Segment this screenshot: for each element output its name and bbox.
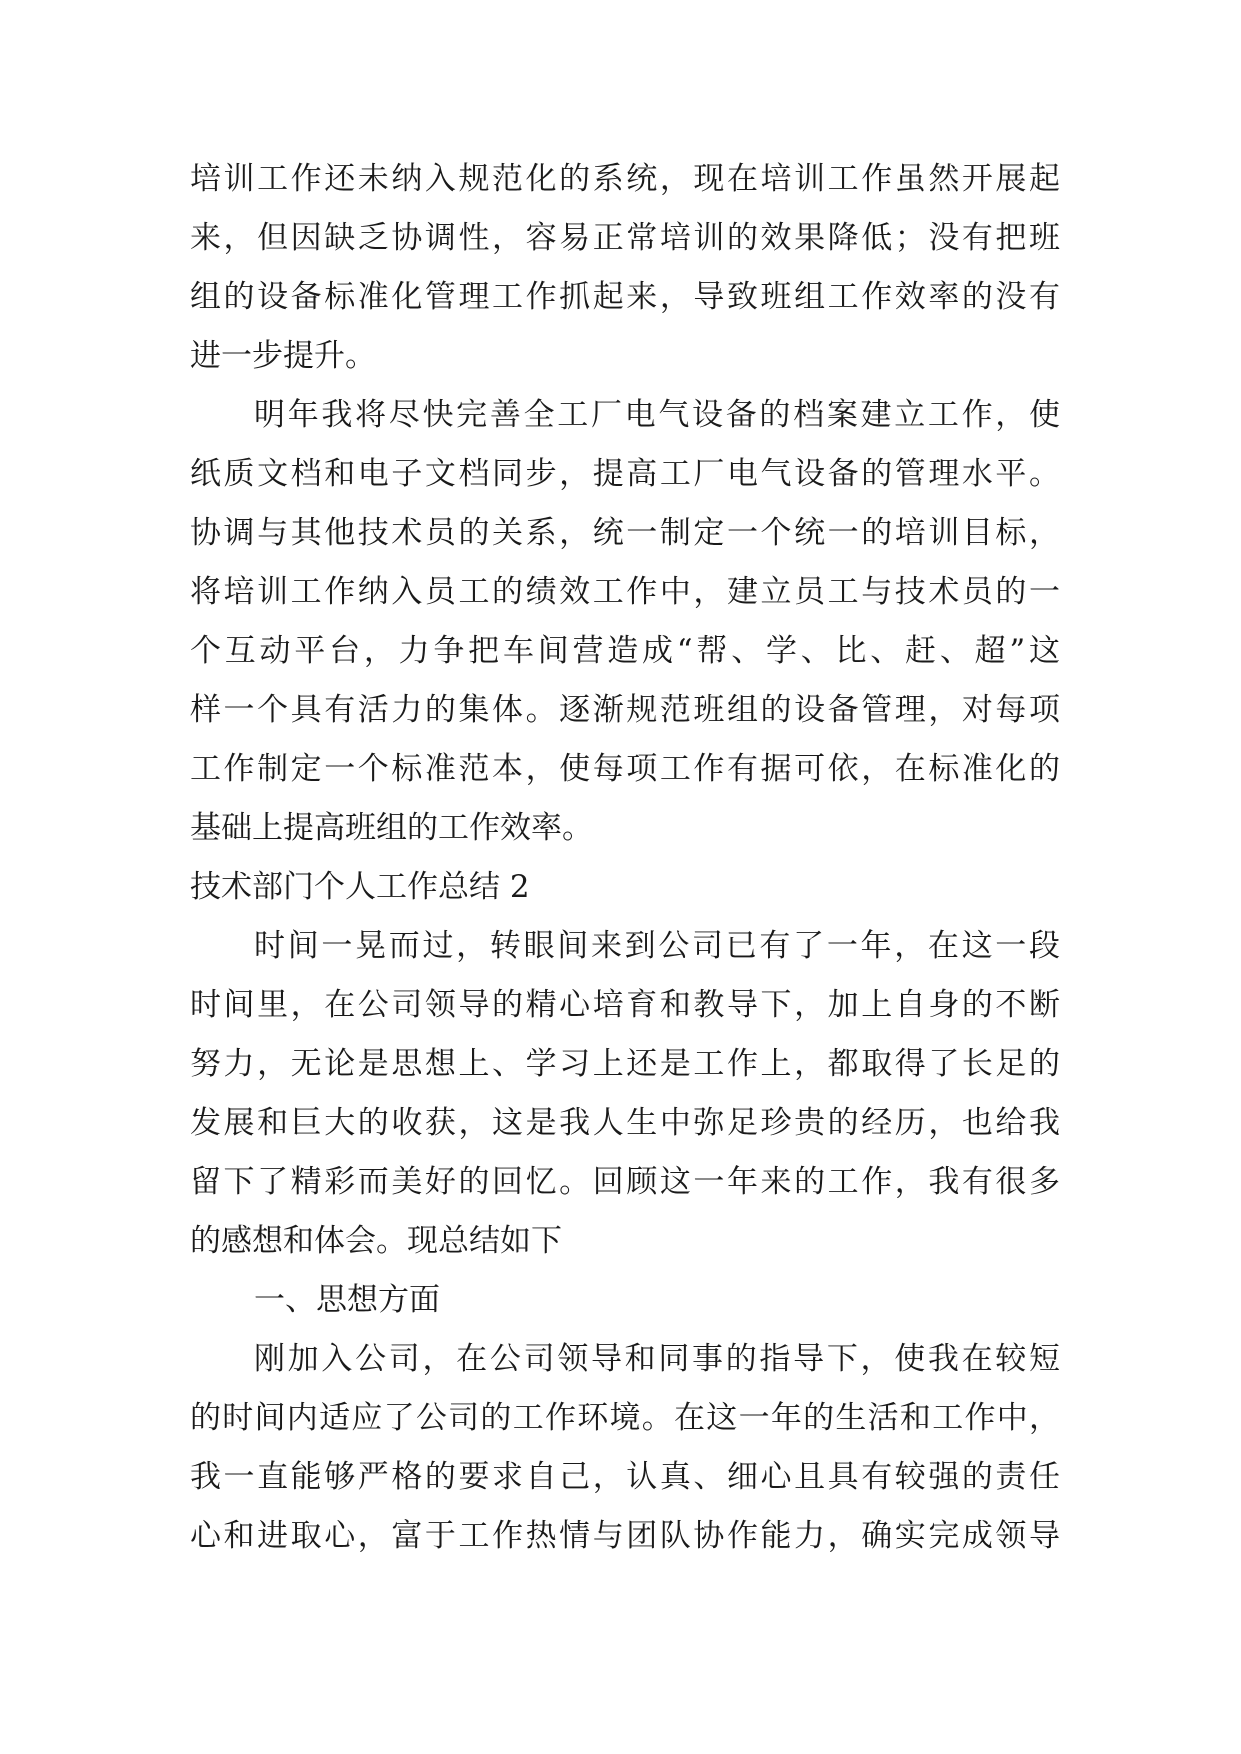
text-line: 组的设备标准化管理工作抓起来，导致班组工作效率的没有 — [190, 279, 1060, 315]
text-line: 进一步提升。 — [190, 338, 376, 374]
text-line: 基础上提高班组的工作效率。 — [190, 810, 593, 846]
text-line: 个互动平台，力争把车间营造成“帮、学、比、赶、超”这 — [190, 633, 1060, 669]
document-page — [190, 150, 1060, 1566]
text-line: 的感想和体会。现总结如下 — [190, 1223, 562, 1259]
text-line: 我一直能够严格的要求自己，认真、细心且具有较强的责任 — [190, 1459, 1060, 1495]
text-line: 样一个具有活力的集体。逐渐规范班组的设备管理，对每项 — [190, 692, 1060, 728]
text-line: 协调与其他技术员的关系，统一制定一个统一的培训目标， — [190, 515, 1060, 551]
text-line: 时间里，在公司领导的精心培育和教导下，加上自身的不断 — [190, 987, 1060, 1023]
text-line: 一、思想方面 — [254, 1282, 440, 1318]
text-line: 留下了精彩而美好的回忆。回顾这一年来的工作，我有很多 — [190, 1164, 1060, 1200]
text-line: 时间一晃而过，转眼间来到公司已有了一年，在这一段 — [254, 928, 1060, 964]
text-line: 努力，无论是思想上、学习上还是工作上，都取得了长足的 — [190, 1046, 1060, 1082]
text-line: 来，但因缺乏协调性，容易正常培训的效果降低；没有把班 — [190, 220, 1060, 256]
text-line: 发展和巨大的收获，这是我人生中弥足珍贵的经历，也给我 — [190, 1105, 1060, 1141]
text-line: 心和进取心，富于工作热情与团队协作能力，确实完成领导 — [190, 1518, 1060, 1554]
text-line: 技术部门个人工作总结 2 — [190, 869, 530, 905]
text-line: 明年我将尽快完善全工厂电气设备的档案建立工作，使 — [254, 397, 1060, 433]
text-line: 刚加入公司，在公司领导和同事的指导下，使我在较短 — [254, 1341, 1060, 1377]
text-line: 工作制定一个标准范本，使每项工作有据可依，在标准化的 — [190, 751, 1060, 787]
text-line: 的时间内适应了公司的工作环境。在这一年的生活和工作中， — [190, 1400, 1060, 1436]
text-line: 纸质文档和电子文档同步，提高工厂电气设备的管理水平。 — [190, 456, 1060, 492]
text-line: 将培训工作纳入员工的绩效工作中，建立员工与技术员的一 — [190, 574, 1060, 610]
text-line: 培训工作还未纳入规范化的系统，现在培训工作虽然开展起 — [190, 161, 1060, 197]
